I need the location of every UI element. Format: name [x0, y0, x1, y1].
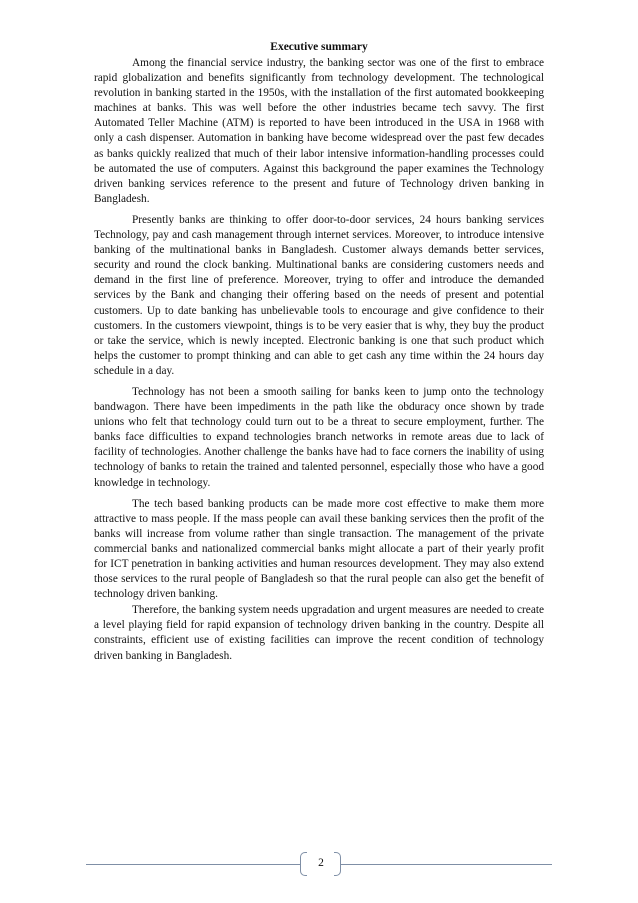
paragraph-cost-effectiveness: The tech based banking products can be made more cost effective to make them more attractive to mass people. If the mass people can avail these banking services then the profit of the banks will increase from volume rather than single transaction. The management of the private commercial banks and nationalized commercial banks might allocate a part of their yearly profit for ICT penetration in banking activities and human resources development. They may also extend those services to the rural people of Bangladesh so that the rural people can also get the benefit of technology driven banking. — [94, 497, 544, 601]
document-title: Executive summary — [270, 41, 368, 53]
footer-rule-left — [86, 864, 300, 865]
paragraph-conclusion: Therefore, the banking system needs upgradation and urgent measures are needed to create a level playing field for rapid expansion of technology driven banking in the country. Despite all constraints, efficient use of existing facilities can improve the recent condition of technology driven banking in Bangladesh. — [94, 604, 544, 662]
document-body — [94, 40, 544, 670]
paragraph-challenges: Technology has not been a smooth sailing for banks keen to jump onto the technology bandwagon. There have been impediments in the path like the obduracy once shown by trade unions who felt that technology could turn out to be a threat to secure employment, further. The banks face difficulties to expand technologies branch networks in remote areas due to lack of facility of technologies. Another challenge the banks have had to face corners the inability of using technology of banks to retain the trained and talented personnel, especially those who have a good knowledge in technology. — [94, 385, 544, 489]
page-footer — [86, 850, 552, 880]
footer-rule-right — [340, 864, 552, 865]
paragraph-present-services: Presently banks are thinking to offer door-to-door services, 24 hours banking services Technology, pay and cash management through internet services. Moreover, to introduce intensive banking of the multinational banks in Bangladesh. Customer always demands better services, security and round the clock banking. Multinational banks are considering customers needs and demand in the first line of preference. Moreover, trying to offer and introduce the demanded services by the Bank and changing their offering based on the needs of present and potential customers. Up to date banking has unbelievable tools to encourage and give confidence to their customers. In the customers viewpoint, things is to be very easier that is why, they buy the product or take the service, which is newly incepted. Electronic banking is one that such product which helps the customer to prompt thinking and can able to get cash any time within the 24 hours day schedule in a day. — [94, 213, 544, 377]
footer-bracket-left — [300, 852, 307, 876]
page-number: 2 — [318, 857, 324, 869]
paragraph-introduction: Among the financial service industry, the banking sector was one of the first to embrace rapid globalization and benefits significantly from technology development. The technological revolution in banking started in the 1950s, with the installation of the first automated bookkeeping machines at banks. This was well before the other industries became tech savvy. The first Automated Teller Machine (ATM) is reported to have been introduced in the USA in 1968 with only a cash dispenser. Automation in banking have become widespread over the past few decades as banks quickly realized that much of their labor intensive information-handling processes could be automated the use of computers. Against this background the paper examines the Technology driven banking services reference to the present and future of Technology driven banking in Bangladesh. — [94, 57, 544, 205]
